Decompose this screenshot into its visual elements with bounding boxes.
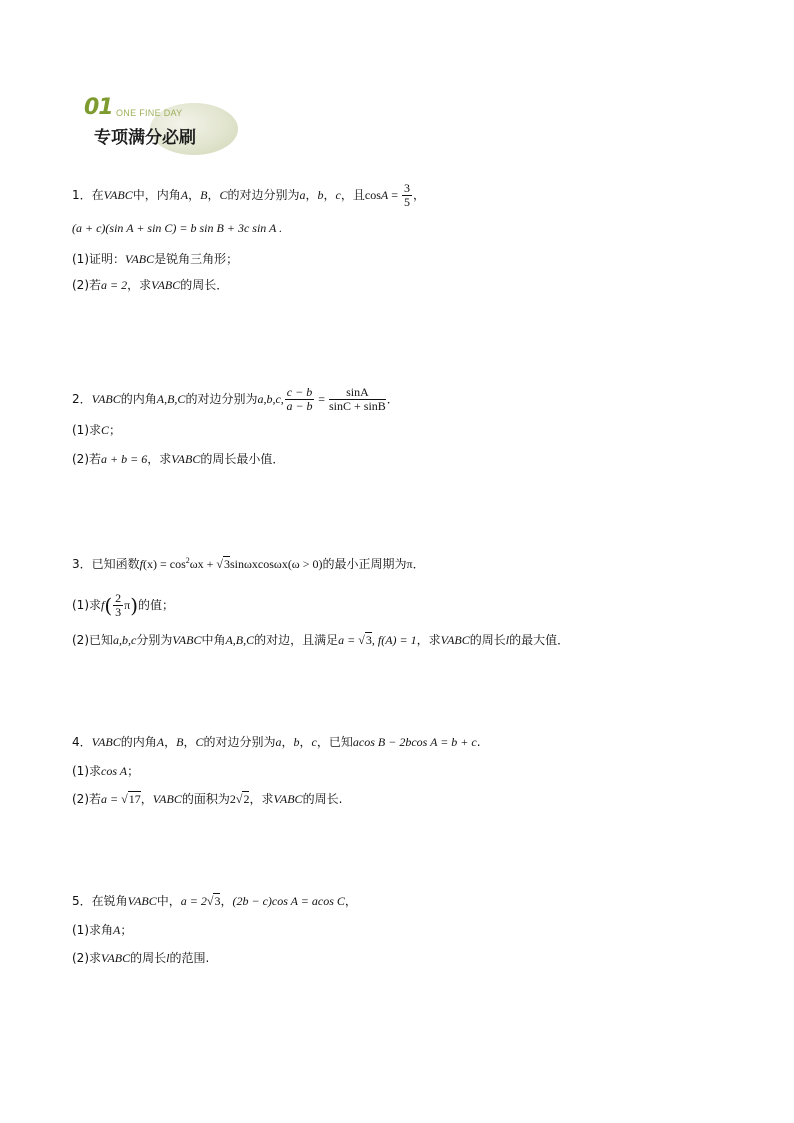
q3-part1: (1)求f( $\frac{2}{3}$ π)的值； (72, 591, 175, 619)
q3-fraction: $\frac{2}{3}$ (115, 591, 122, 619)
q4-line1: 4．VABC的内角A，B，C的对边分别为a，b，c，已知acos B − 2bcos A = b + c. (72, 735, 481, 749)
q4-part1: (1)求cos A； (72, 764, 140, 778)
q1-line1: 1．在VABC中，内角A，B，C的对边分别为a，b，c，且cosA = $\frac{3}{5}$ ， (72, 181, 426, 209)
q1-part2: (2)若a = 2，求VABC的周长． (72, 278, 229, 292)
header-number: 01 (84, 95, 113, 120)
q5-line1: 5．在锐角VABC中，a = 2√3，(2b − c)cos A = acos C， (72, 894, 357, 908)
q5-part1: (1)求角A； (72, 923, 133, 937)
q1-equation: (a + c)(sin A + sin C) = b sin B + 3c sin A . (72, 221, 283, 235)
q4-part2: (2)若a = √17，VABC的面积为2√2，求VABC的周长. (72, 792, 343, 806)
q2-left-fraction: $\frac{c - b}{a - b}$ (286, 385, 313, 413)
q1-fraction: $\frac{3}{5}$ (404, 181, 411, 209)
q1-part1: (1)证明：VABC是锐角三角形； (72, 252, 239, 266)
q2-line1: 2．VABC的内角A,B,C的对边分别为a,b,c, $\frac{c - b}{a - b}$ = $\frac{\sin A}{\sin C + \sin B}$ ． (72, 385, 399, 413)
q3-part2: (2)已知a,b,c分别为VABC中角A,B,C的对边，且满足a = √3, f(A) = 1，求VABC的周长l的最大值． (72, 633, 570, 647)
q2-part2: (2)若a + b = 6，求VABC的周长最小值． (72, 452, 285, 466)
q2-part1: (1)求C； (72, 423, 122, 437)
header-subtitle: ONE FINE DAY (116, 108, 183, 118)
q3-line1: 3．已知函数$f(x) = \cos^2\omega x + √3\sin\omega xcos\omega x(\omega > 0)$的最小正周期为π． (72, 556, 425, 571)
q2-right-fraction: $\frac{\sin A}{\sin C + \sin B}$ (329, 385, 386, 413)
q5-part2: (2)求VABC的周长l的范围. (72, 951, 210, 965)
header-title: 专项满分必刷 (94, 128, 196, 148)
